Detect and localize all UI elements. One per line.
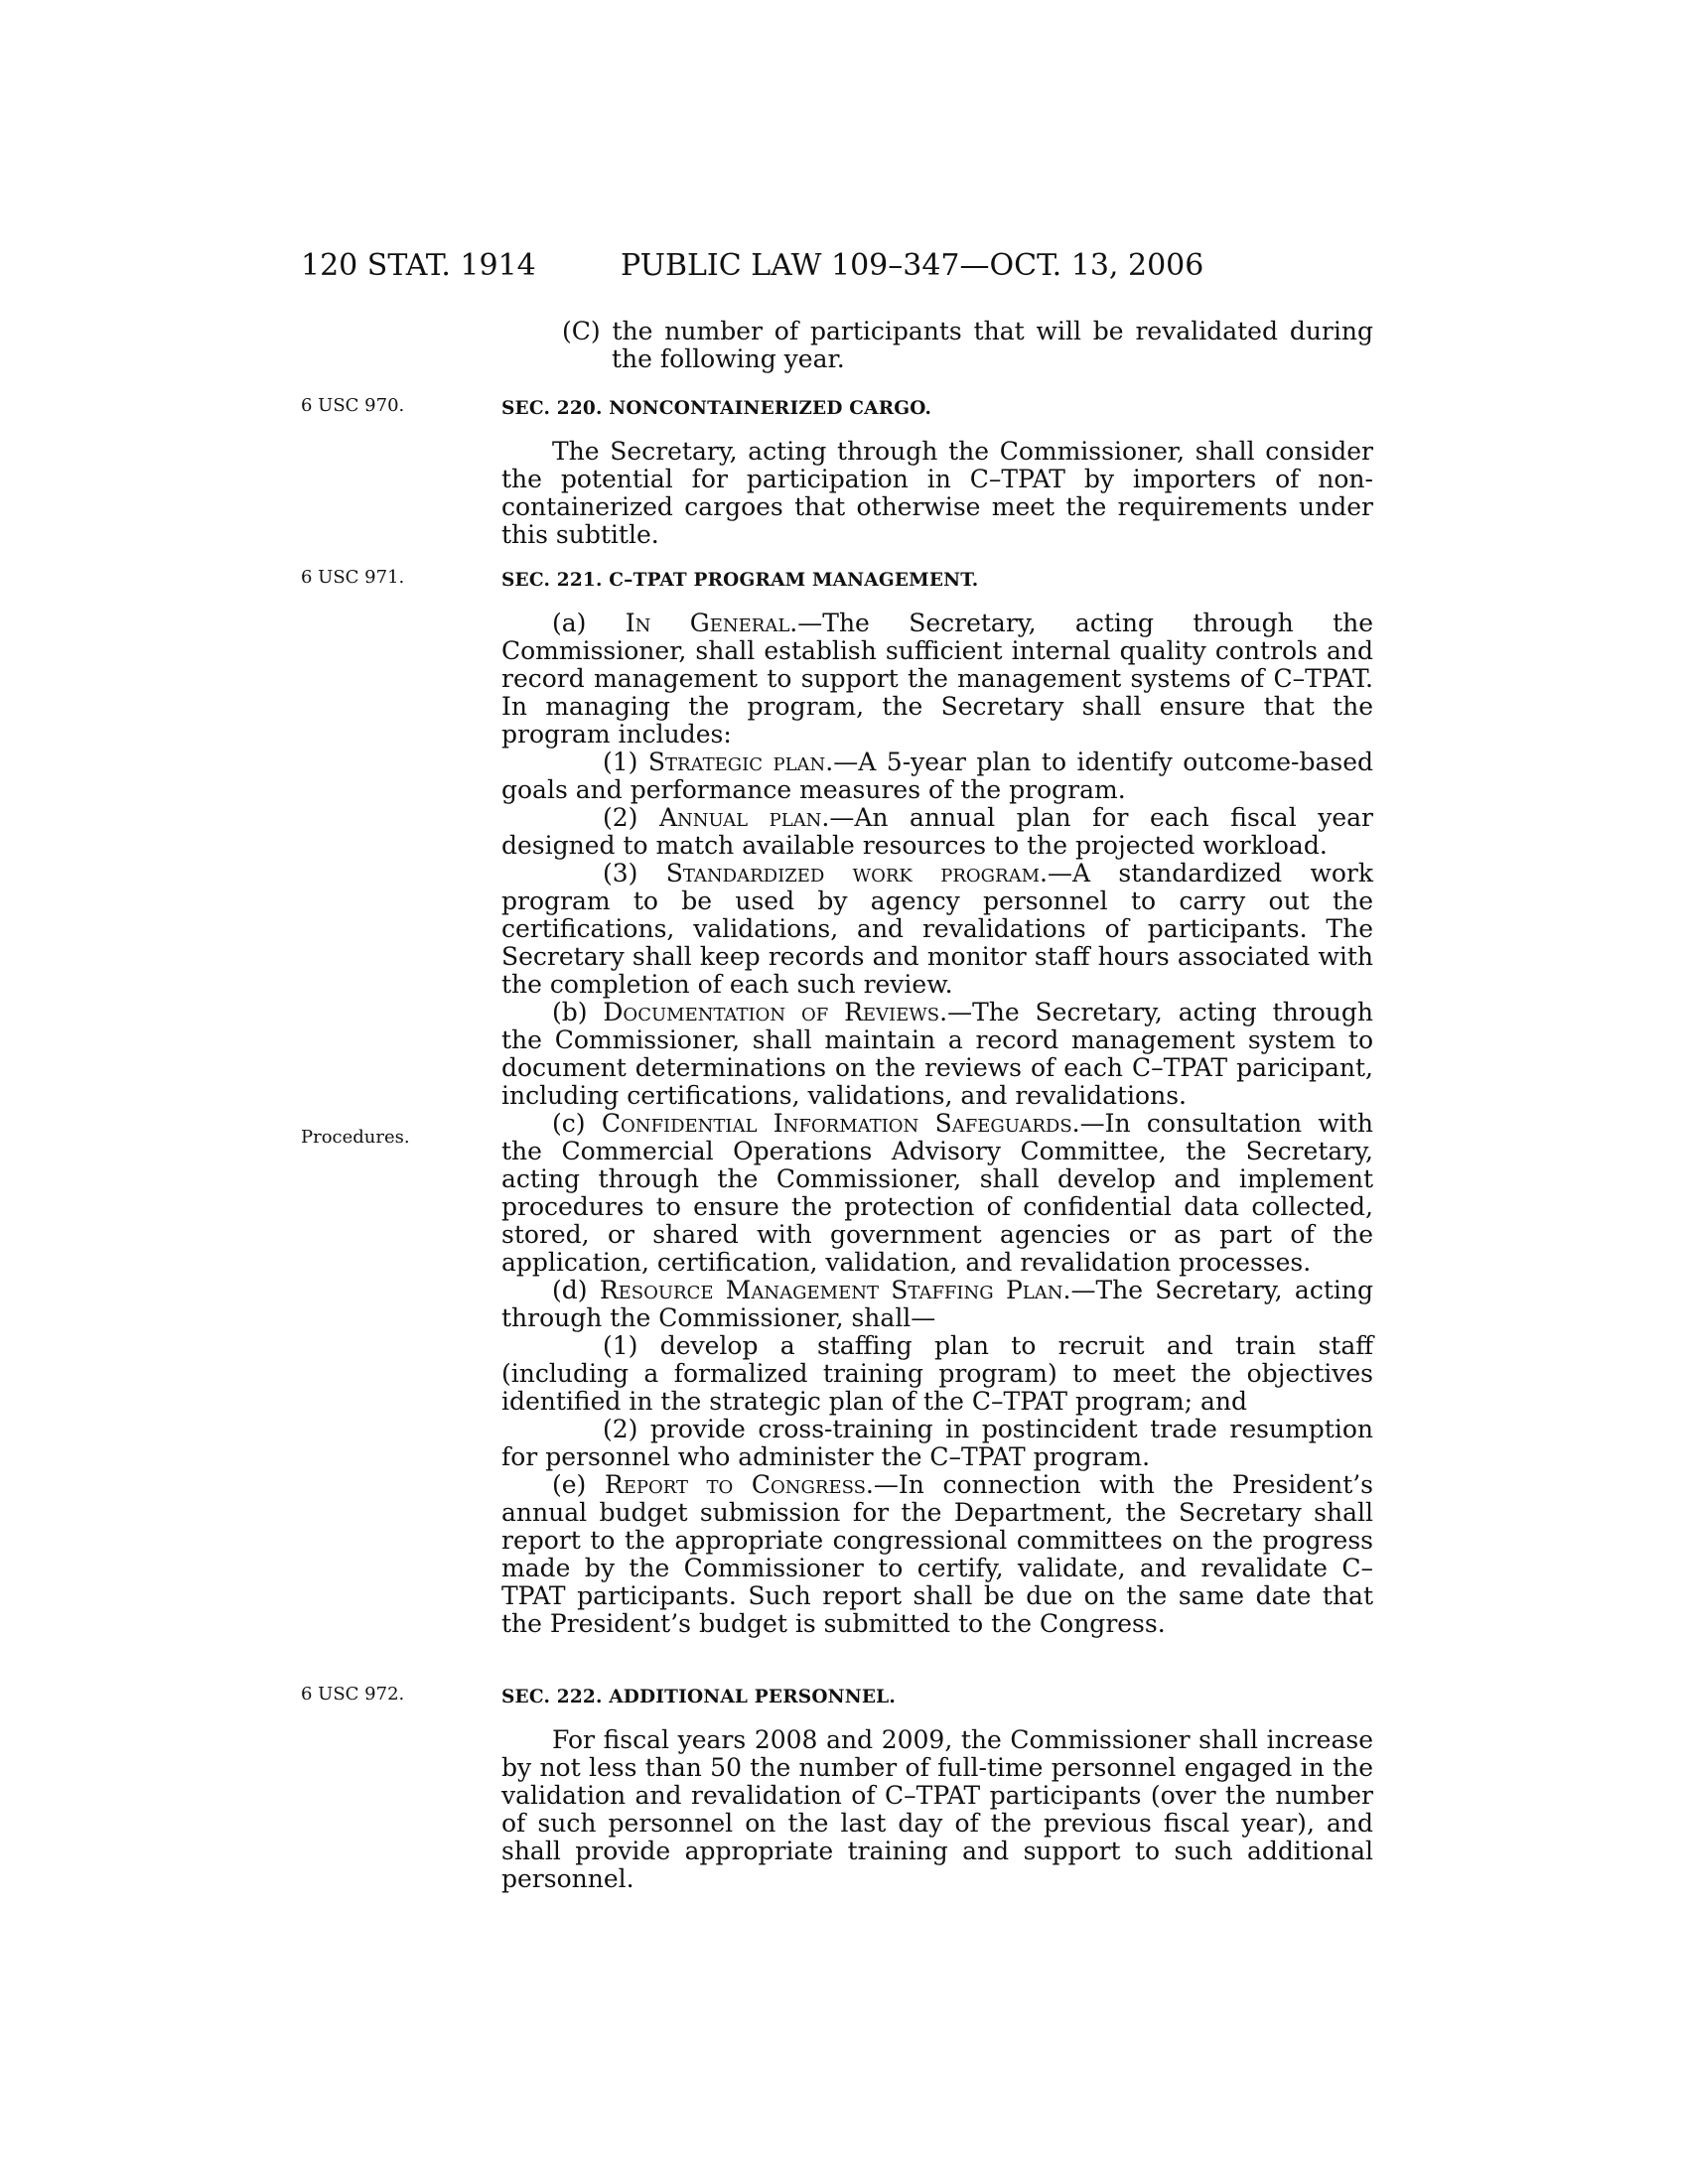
section-222-body: For fiscal years 2008 and 2009, the Commissioner shall increase by not less than 50 the number of full-time personnel engaged in the validation and revalidation of C–TPAT participants (over the number of such personnel on the last day of the previous fiscal year), and shall provide appropriate training and support to such additional personnel. — [501, 1725, 1373, 1893]
paragraph-d2: (2) provide cross-training in postincident trade resumption for personnel who administer the C–TPAT program. — [501, 1415, 1373, 1471]
subsection-d: (d) Resource Management Staffing Plan.—The Secretary, acting through the Commissioner, shall— — [501, 1276, 1373, 1332]
section-222 — [501, 1684, 1373, 1893]
section-220 — [501, 395, 1373, 549]
paragraph-d1: (1) develop a staffing plan to recruit and train staff (including a formalized training program) to meet the objectives identified in the strategic plan of the C–TPAT program; and — [501, 1331, 1373, 1416]
margin-note-usc-972: 6 USC 972. — [301, 1684, 405, 1705]
public-law-title: PUBLIC LAW 109–347—OCT. 13, 2006 — [621, 248, 1204, 283]
section-222-heading: SEC. 222. ADDITIONAL PERSONNEL. — [501, 1687, 897, 1707]
section-221 — [501, 567, 1373, 1638]
margin-note-usc-971: 6 USC 971. — [301, 567, 405, 588]
margin-note-procedures: Procedures. — [301, 1127, 410, 1148]
running-header — [0, 248, 1688, 288]
paragraph-a1: (1) Strategic plan.—A 5-year plan to identify outcome-based goals and performance measures of the program. — [501, 748, 1373, 804]
subsection-c: (c) Confidential Information Safeguards.—In consultation with the Commercial Operations Advisory Committee, the Secretary, acting through the Commissioner, shall develop and implement procedures to ensure the protection of confidential data collected, stored, or shared with government agencies or as part of the application, certification, validation, and revalidation processes. — [501, 1109, 1373, 1277]
carryover-paragraph: (C) the number of participants that will be revalidated during the following year. — [562, 317, 1373, 373]
subsection-e: (e) Report to Congress.—In connection with the President’s annual budget submission for the Department, the Secretary shall report to the appropriate congressional committees on the progress made by the Commissioner to certify, validate, and revalidate C–TPAT participants. Such report shall be due on the same date that the President’s budget is submitted to the Congress. — [501, 1470, 1374, 1638]
section-220-heading: SEC. 220. NONCONTAINERIZED CARGO. — [501, 398, 932, 419]
statute-page-number: 120 STAT. 1914 — [301, 248, 536, 283]
section-221-heading: SEC. 221. C–TPAT PROGRAM MANAGEMENT. — [501, 570, 979, 591]
subsection-b: (b) Documentation of Reviews.—The Secretary, acting through the Commissioner, shall maintain a record management system to document determinations on the reviews of each C–TPAT paricipant, including certifications, validations, and revalidations. — [501, 998, 1373, 1110]
paragraph-a3: (3) Standardized work program.—A standardized work program to be used by agency personnel to carry out the certifications, validations, and revalidations of participants. The Secretary shall keep records and monitor staff hours associated with the completion of each such review. — [501, 859, 1373, 999]
paragraph-a2: (2) Annual plan.—An annual plan for each fiscal year designed to match available resources to the projected workload. — [501, 803, 1373, 860]
margin-note-usc-970: 6 USC 970. — [301, 395, 405, 416]
section-220-body: The Secretary, acting through the Commissioner, shall consider the potential for participation in C–TPAT by importers of non-containerized cargoes that otherwise meet the requirements under this subtitle. — [501, 437, 1373, 549]
subsection-a: (a) In General.—The Secretary, acting through the Commissioner, shall establish sufficient internal quality controls and record management to support the management systems of C–TPAT. In managing the program, the Secretary shall ensure that the program includes: — [501, 609, 1374, 749]
